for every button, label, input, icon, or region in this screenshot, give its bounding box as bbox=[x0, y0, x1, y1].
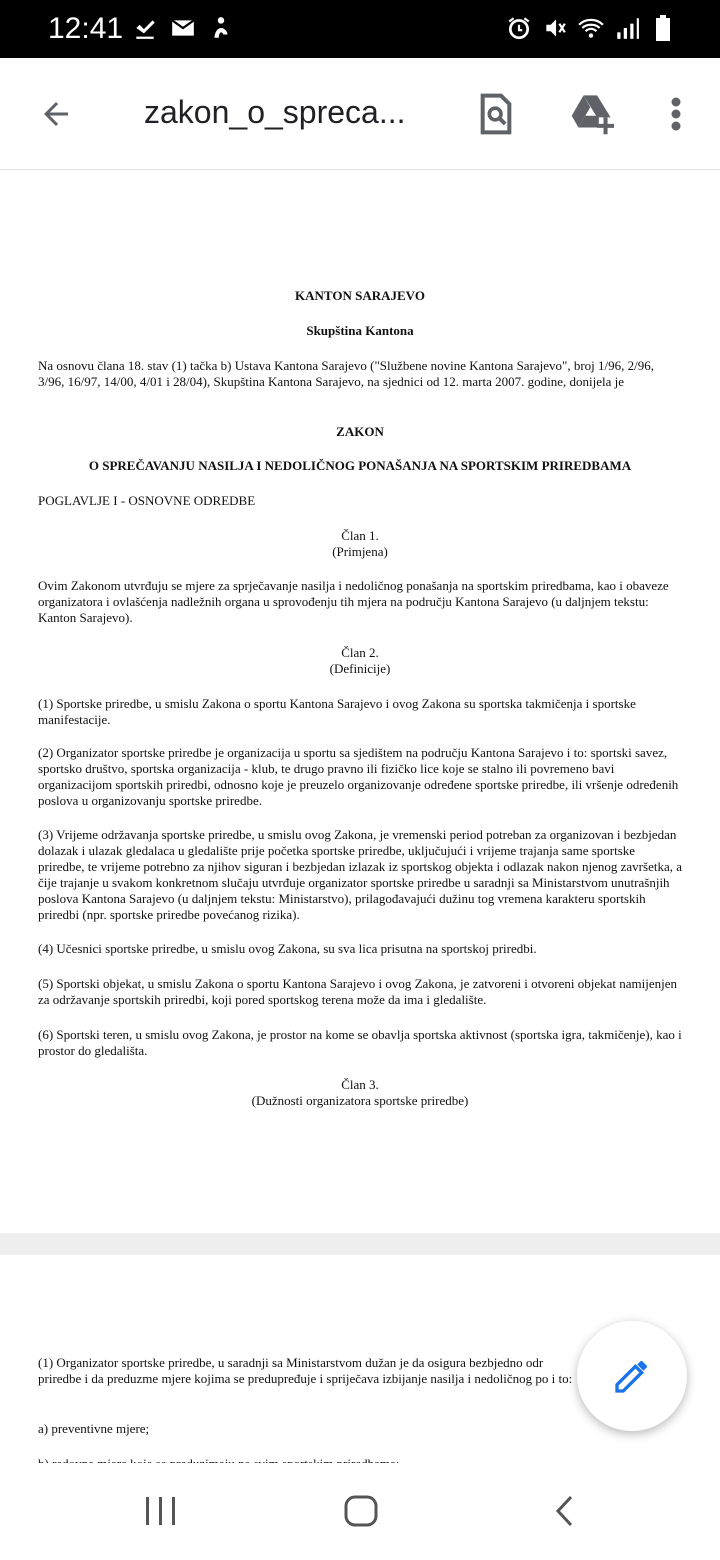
article-1-subtitle: (Primjena) bbox=[332, 544, 388, 559]
nav-back-button[interactable] bbox=[534, 1483, 594, 1539]
article-3-subtitle: (Dužnosti organizatora sportske priredbe) bbox=[251, 1093, 469, 1108]
download-done-icon bbox=[132, 14, 158, 42]
article-2-paragraph-1: (1) Sportske priredbe, u smislu Zakona o sportu Kantona Sarajevo i ovog Zakona su sportska takmičenja i sportske manifestacije. bbox=[38, 696, 636, 727]
wifi-icon bbox=[578, 14, 604, 42]
accessibility-icon bbox=[208, 14, 234, 42]
document-title: zakon_o_spreca... bbox=[144, 94, 406, 130]
more-vert-icon bbox=[670, 96, 682, 132]
document-page-1 bbox=[0, 171, 720, 1233]
find-in-page-icon bbox=[476, 92, 516, 136]
edit-pencil-icon bbox=[612, 1356, 652, 1396]
article-3-item-a: a) preventivne mjere; bbox=[38, 1421, 150, 1436]
back-button[interactable] bbox=[30, 88, 82, 140]
alarm-icon bbox=[506, 14, 532, 42]
status-time: 12:41 bbox=[48, 12, 124, 45]
article-1-text: Ovim Zakonom utvrđuju se mjere za sprječavanje nasilja i nedoličnog ponašanja na sportskim priredbama, kao i obaveze organizatora i ovlašćenja nadležnih organa u sprovođenju tih mjera na području Kantona Sarajevo (u daljnjem tekstu: Kanton Sarajevo). bbox=[38, 578, 669, 625]
mail-icon bbox=[170, 14, 196, 42]
chapter-heading: POGLAVLJE I - OSNOVNE ODREDBE bbox=[38, 493, 256, 508]
add-to-drive-icon bbox=[568, 92, 616, 136]
navigation-bar bbox=[0, 1463, 720, 1560]
find-in-page-button[interactable] bbox=[472, 88, 520, 140]
nav-back-icon bbox=[553, 1494, 575, 1528]
doc-header-canton: KANTON SARAJEVO bbox=[295, 288, 425, 303]
doc-intro-paragraph: Na osnovu člana 18. stav (1) tačka b) Ustava Kantona Sarajevo ("Službene novine Kantona Sarajevo", broj 1/96, 2/96, 3/96, 16/97, 14/00, 4/01 i 28/04), Skupština Kantona Sarajevo, na sjednici od 12. marta 2007. godine, donijela je bbox=[38, 358, 655, 389]
more-options-button[interactable] bbox=[656, 88, 696, 140]
article-2-paragraph-2: (2) Organizator sportske priredbe je organizacija u sportu sa sjedištem na području Kantona Sarajevo i to: sportski savez, sportsko društvo, sportska organizacija - klub, te drugo pravno ili fizičko lice koje se stalno ili povremeno bavi organizacijom sportskih priredbi, odnosno koje je preuzelo organizovanje određene sportske priredbe, ili vršenje određenih poslova u organizovanju sportske priredbe. bbox=[38, 745, 679, 808]
document-viewer[interactable] bbox=[0, 171, 720, 1463]
article-2-paragraph-3: (3) Vrijeme održavanja sportske priredbe, u smislu ovog Zakona, je vremenski period potreban za organizovan i bezbjedan dolazak i ulazak gledalaca u gledalište prije početka sportske priredbe, uključujući i vrijeme trajanja same sportske priredbe, te vrijeme potrebno za njihov siguran i bezbjedan izlazak iz sportskog objekta i odlazak nakon njenog završetka, a čije trajanje u svakom konkretnom slučaju utvrđuje organizator sportske priredbe u saradnji sa Ministarstvom unutrašnjih poslova Kantona Sarajevo (u daljnjem tekstu: Ministarstvo), prilagođavajući dužinu tog vremena karakteru sportskih priredbi (npr. sportske priredbe povećanog rizika). bbox=[38, 827, 682, 922]
mute-icon bbox=[542, 14, 568, 42]
home-button[interactable] bbox=[331, 1483, 391, 1539]
article-3-paragraph-1: (1) Organizator sportske priredbe, u saradnji sa Ministarstvom dužan je da osigura bezbjedno odr priredbe i da preduzme mjere kojima se predupređuje i spriječava izbijanje nasilja i nedoličnog po i to: bbox=[38, 1355, 573, 1386]
article-2-paragraph-5: (5) Sportski objekat, u smislu Zakona o sportu Kantona Sarajevo i ovog Zakona, je zatvoreni i otvoreni objekat namijenjen za održavanje sportskih priredbi, koji pored sportskog terena može da ima i gledalište. bbox=[38, 976, 678, 1007]
article-1-title: Član 1. bbox=[341, 528, 379, 543]
arrow-back-icon bbox=[38, 96, 74, 132]
app-bar bbox=[0, 58, 720, 170]
article-2-paragraph-6: (6) Sportski teren, u smislu ovog Zakona, je prostor na kome se obavlja sportska aktivnost (sportska igra, takmičenje), kao i prostor do gledališta. bbox=[38, 1027, 682, 1058]
law-subtitle: O SPREČAVANJU NASILJA I NEDOLIČNOG PONAŠANJA NA SPORTSKIM PRIREDBAMA bbox=[88, 458, 632, 473]
article-2-paragraph-4: (4) Učesnici sportske priredbe, u smislu ovog Zakona, su sva lica prisutna na sportskoj priredbi. bbox=[38, 941, 537, 956]
home-icon bbox=[343, 1494, 379, 1528]
status-bar bbox=[0, 0, 720, 58]
doc-header-assembly: Skupština Kantona bbox=[306, 323, 414, 338]
article-2-title: Član 2. bbox=[341, 645, 379, 660]
recent-apps-icon bbox=[144, 1495, 178, 1527]
article-3-title: Član 3. bbox=[341, 1077, 379, 1092]
recent-apps-button[interactable] bbox=[131, 1483, 191, 1539]
edit-fab-button[interactable] bbox=[577, 1321, 687, 1431]
article-2-subtitle: (Definicije) bbox=[329, 661, 391, 676]
signal-icon bbox=[614, 14, 640, 42]
battery-icon bbox=[650, 14, 676, 42]
law-title: ZAKON bbox=[336, 424, 384, 439]
add-to-drive-button[interactable] bbox=[566, 88, 618, 140]
